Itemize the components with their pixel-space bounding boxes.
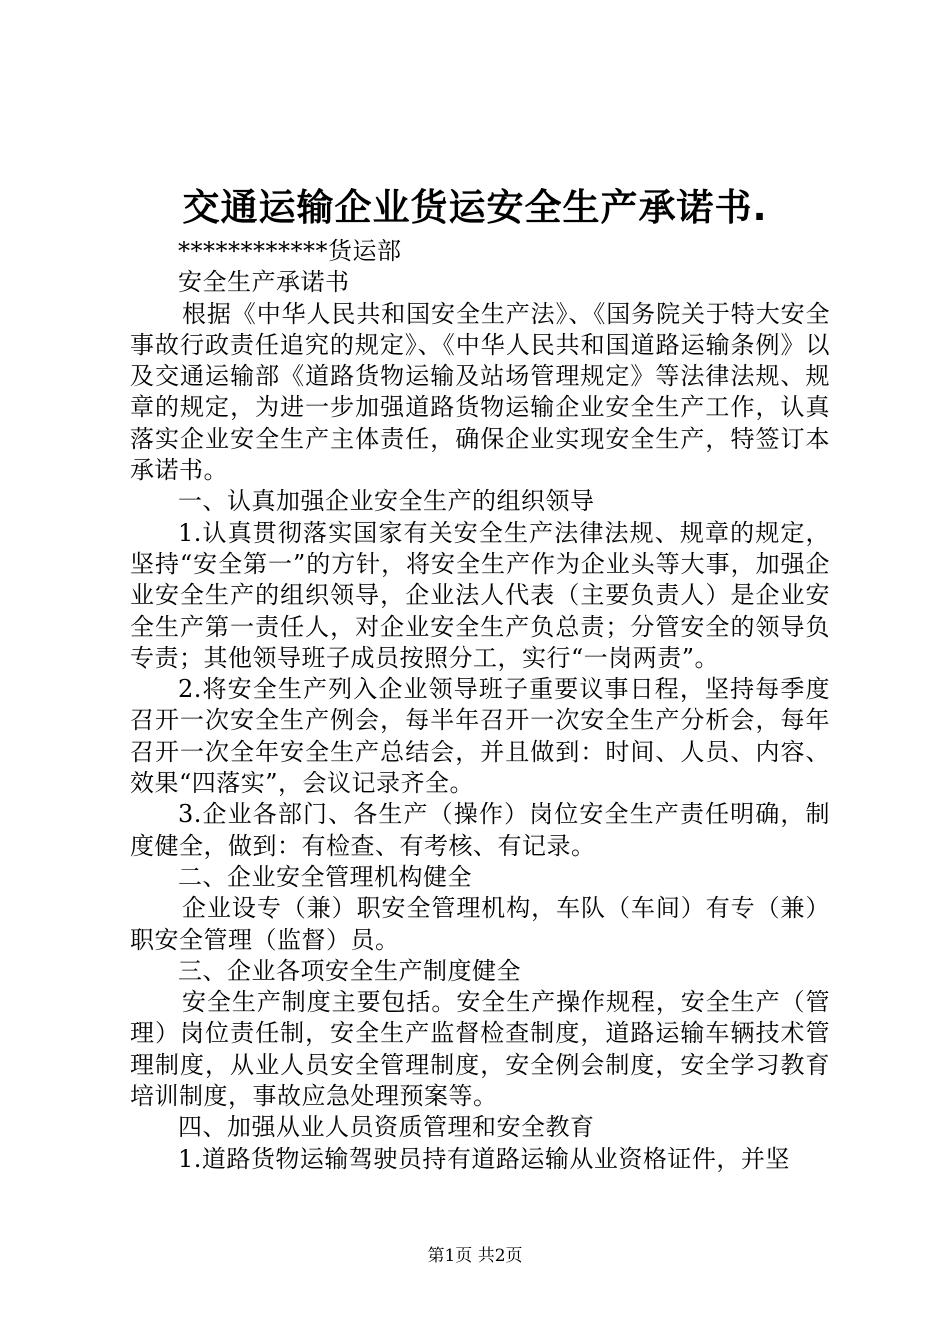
section-heading-4: 四、加强从业人员资质管理和安全教育 [178, 1113, 595, 1142]
paragraph-1-1: 1.认真贯彻落实国家有关安全生产法律法规、规章的规定，坚持“安全第一”的方针，将安全生产作为企业头等大事，加强企业安全生产的组织领导，企业法人代表（主要负责人）是企业安全生产第一责任人，对企业安全生产负总责；分管安全的领导负专责；其他领导班子成员按照分工，实行“一岗两责”。 [130, 518, 830, 672]
paragraph-4-1: 1.道路货物运输驾驶员持有道路运输从业资格证件，并坚 [178, 1144, 790, 1173]
document-body [130, 236, 830, 1175]
section-heading-3: 三、企业各项安全生产制度健全 [178, 956, 521, 985]
section-heading-1: 一、认真加强企业安全生产的组织领导 [178, 487, 595, 516]
document-title: 交通运输企业货运安全生产承诺书. [182, 186, 768, 229]
department-line: ************货运部 [178, 237, 402, 265]
subtitle-line: 安全生产承诺书 [178, 268, 350, 297]
paragraph-1-2: 2.将安全生产列入企业领导班子重要议事日程，坚持每季度召开一次安全生产例会，每半年召开一次安全生产分析会，每年召开一次全年安全生产总结会，并且做到：时间、人员、内容、效果“四落实”，会议记录齐全。 [130, 675, 830, 798]
paragraph-3: 安全生产制度主要包括。安全生产操作规程，安全生产（管理）岗位责任制，安全生产监督检查制度，道路运输车辆技术管理制度，从业人员安全管理制度，安全例会制度，安全学习教育培训制度，事故应急处理预案等。 [130, 988, 830, 1111]
page-number: 第1页 共2页 [427, 1246, 523, 1266]
paragraph-intro: 根据《中华人民共和国安全生产法》、《国务院关于特大安全事故行政责任追究的规定》、《中华人民共和国道路运输条例》以及交通运输部《道路货物运输及站场管理规定》等法律法规、规章的规定，为进一步加强道路货物运输企业安全生产工作，认真落实企业安全生产主体责任，确保企业实现安全生产，特签订本承诺书。 [130, 299, 830, 485]
paragraph-2: 企业设专（兼）职安全管理机构，车队（车间）有专（兼）职安全管理（监督）员。 [130, 894, 830, 954]
paragraph-1-3: 3.企业各部门、各生产（操作）岗位安全生产责任明确，制度健全，做到：有检查、有考核、有记录。 [130, 800, 830, 860]
section-heading-2: 二、企业安全管理机构健全 [178, 862, 472, 891]
